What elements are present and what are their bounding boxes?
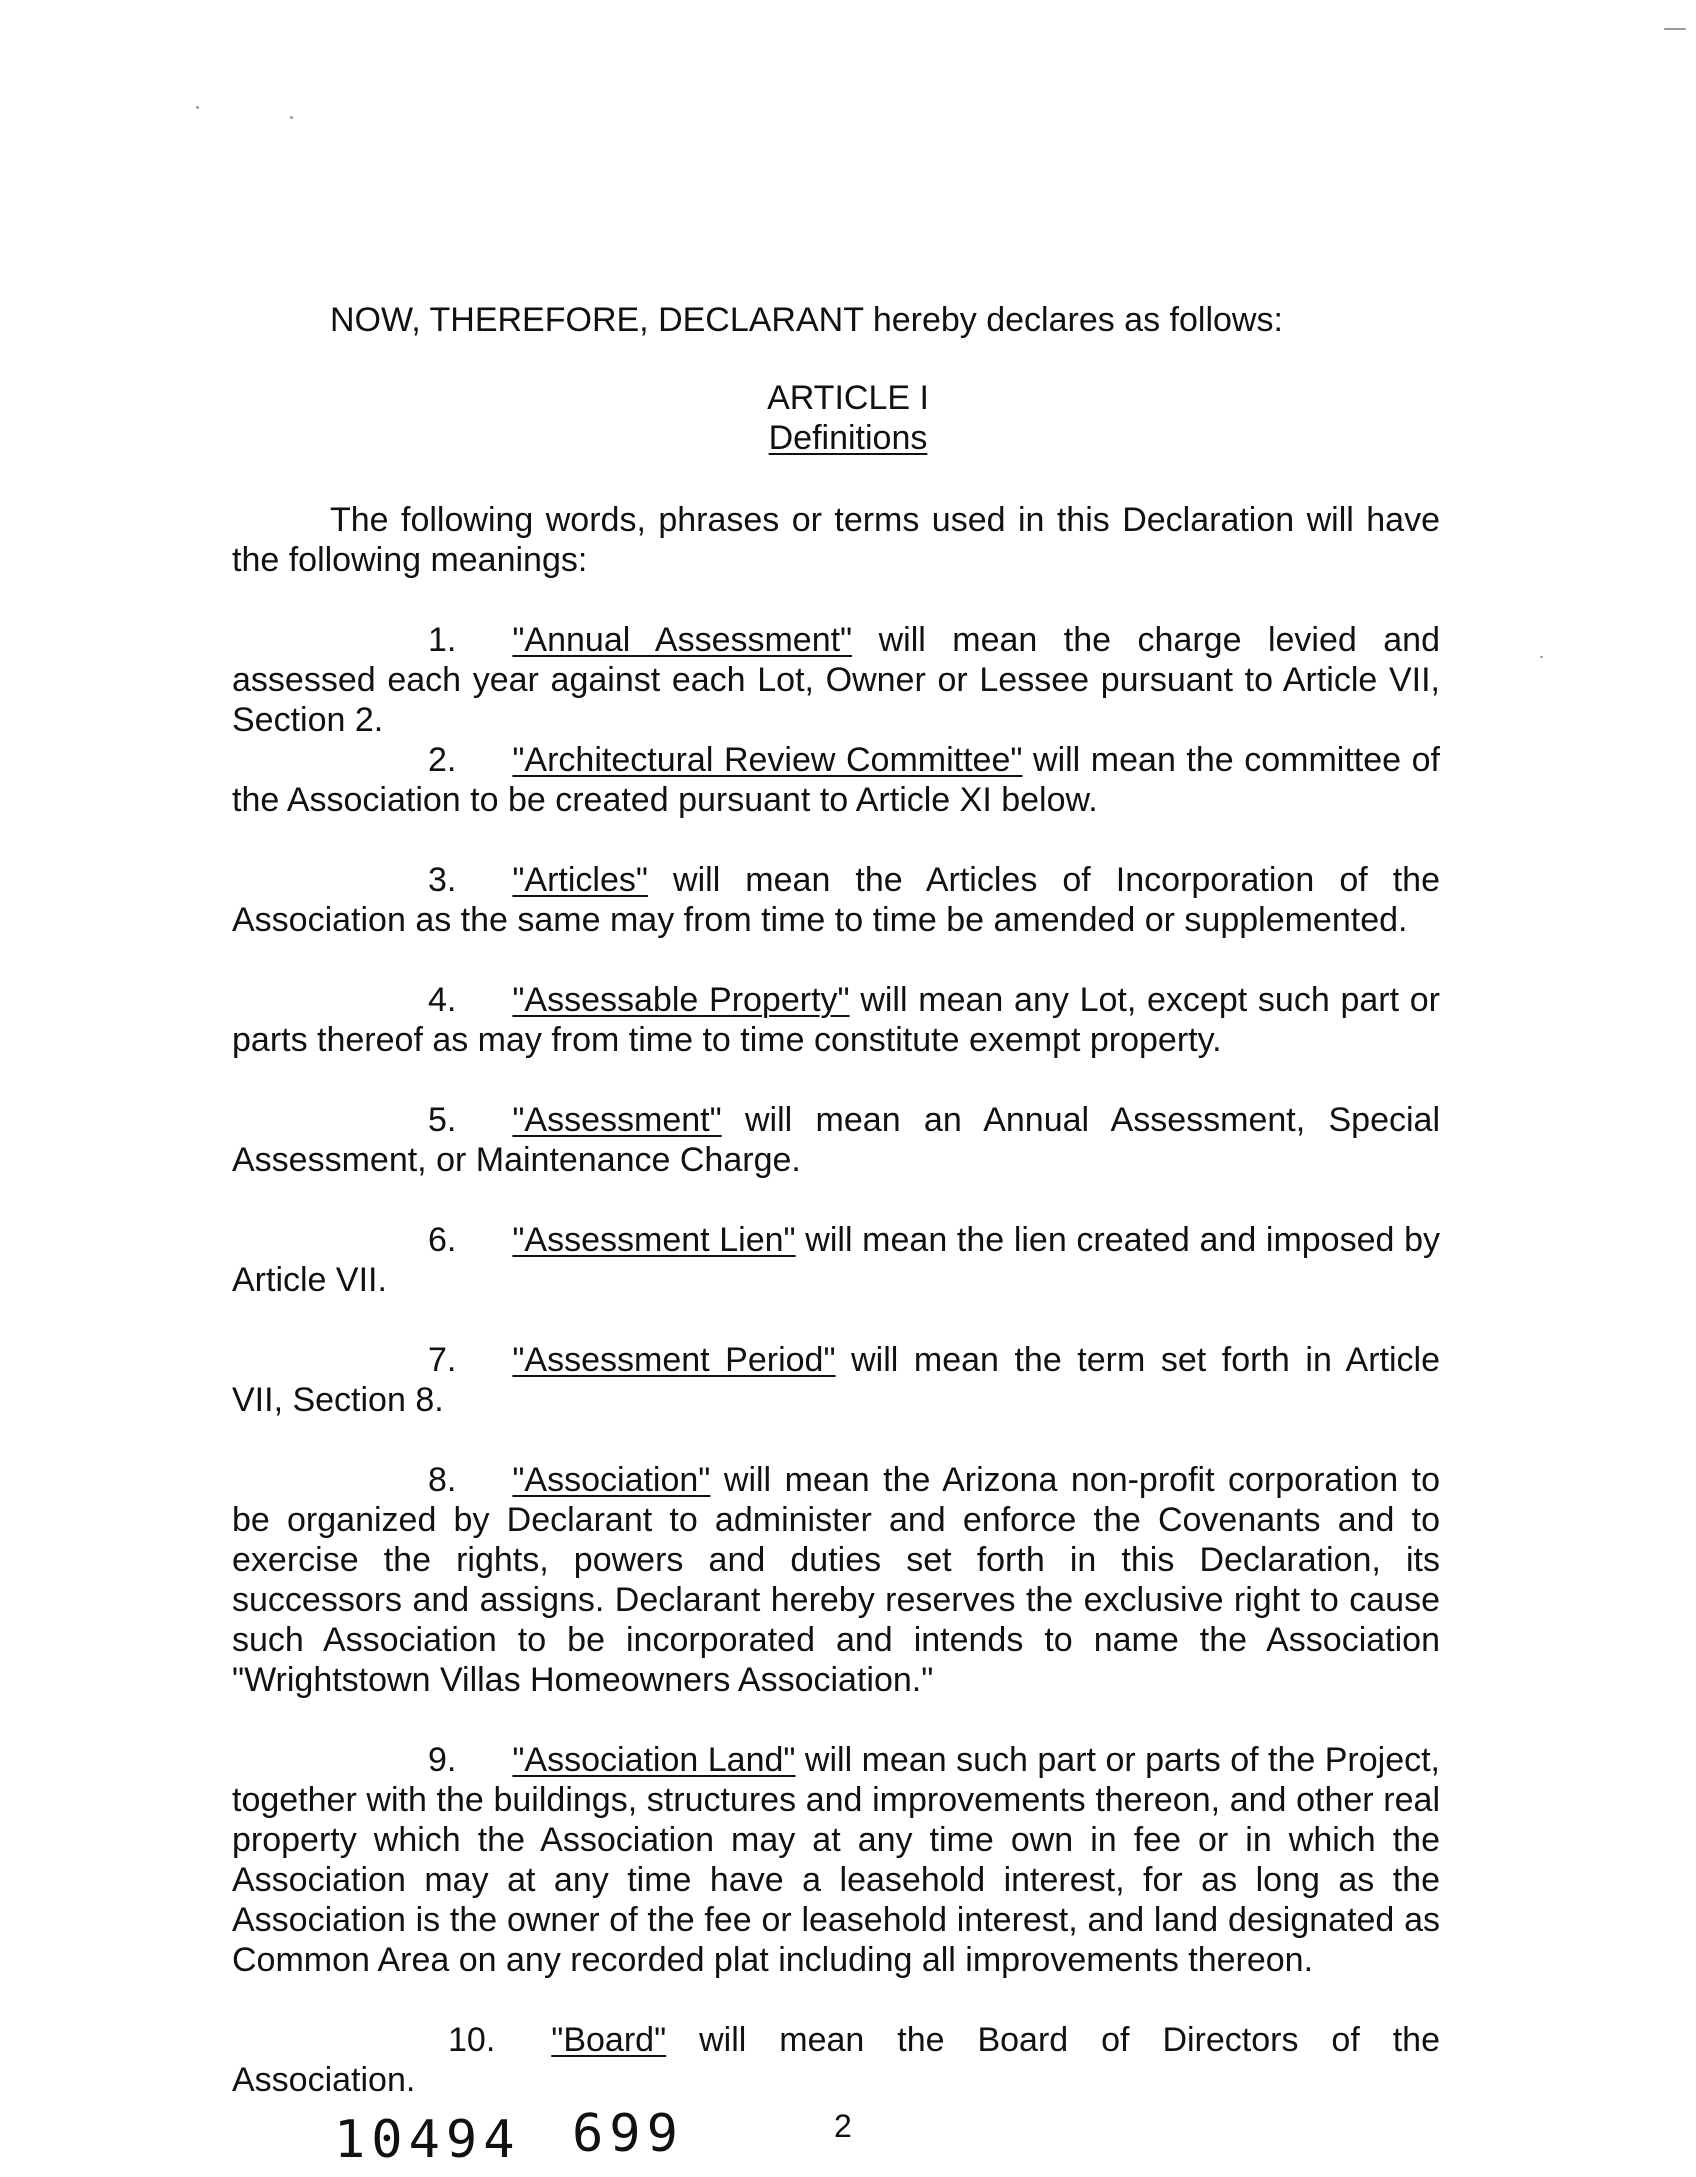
definition-text: will mean the Articles of Incorporation of the Association as the same may from time to time be amended or supplemented. bbox=[232, 861, 1440, 939]
definition-item bbox=[232, 1340, 1440, 1420]
definition-term: "Annual Assessment" bbox=[512, 621, 853, 659]
definition-number: 8. bbox=[428, 1461, 457, 1499]
definition-text: will mean an Annual Assessment, Special Assessment, or Maintenance Charge. bbox=[232, 1101, 1440, 1179]
definition-text: will mean such part or parts of the Project, together with the buildings, structures and improvements thereon, and other real property which the Association may at any time own in fee or in which the Association may at any time have a leasehold interest, for as long as the Association is the owner of the fee or leasehold interest, and land designated as Common Area on any recorded plat including all improvements thereon. bbox=[232, 1741, 1440, 1979]
definition-term: "Articles" bbox=[512, 861, 648, 899]
definition-item bbox=[232, 620, 1440, 740]
definition-text: will mean the lien created and imposed by Article VII. bbox=[232, 1221, 1440, 1299]
definition-term: "Association Land" bbox=[512, 1741, 796, 1779]
definition-text: will mean any Lot, except such part or parts thereof as may from time to time constitute exempt property. bbox=[232, 981, 1440, 1059]
scan-speck bbox=[196, 106, 199, 109]
docket-number: 10494 bbox=[334, 2110, 521, 2170]
intro-statement: NOW, THEREFORE, DECLARANT hereby declares as follows: bbox=[330, 301, 1283, 339]
definition-number: 2. bbox=[428, 741, 457, 779]
definition-text: will mean the committee of the Association to be created pursuant to Article XI below. bbox=[232, 741, 1441, 819]
definition-term: "Architectural Review Committee" bbox=[512, 741, 1023, 779]
definition-term: "Board" bbox=[551, 2021, 667, 2059]
definition-number: 3. bbox=[428, 861, 457, 899]
definition-number: 10. bbox=[448, 2021, 496, 2059]
preamble-text: The following words, phrases or terms used in this Declaration will have the following meanings: bbox=[232, 501, 1440, 579]
definition-item bbox=[232, 1740, 1440, 1980]
definition-term: "Association" bbox=[512, 1461, 711, 1499]
definition-item bbox=[232, 2020, 1440, 2100]
definition-item bbox=[232, 1220, 1440, 1300]
page-reference: 699 bbox=[572, 2104, 684, 2164]
scan-speck bbox=[290, 116, 293, 119]
page-number: 2 bbox=[834, 2108, 852, 2144]
article-subtitle-text: Definitions bbox=[768, 419, 928, 457]
definition-item bbox=[232, 980, 1440, 1060]
definition-number: 6. bbox=[428, 1221, 457, 1259]
scan-speck bbox=[1540, 656, 1543, 658]
definition-term: "Assessment Period" bbox=[512, 1341, 836, 1379]
definition-item bbox=[232, 1100, 1440, 1180]
definition-number: 9. bbox=[428, 1741, 457, 1779]
definition-number: 4. bbox=[428, 981, 457, 1019]
definition-number: 7. bbox=[428, 1341, 457, 1379]
definition-term: "Assessable Property" bbox=[512, 981, 850, 1019]
definition-item bbox=[232, 740, 1440, 820]
definition-text: will mean the Arizona non-profit corporation to be organized by Declarant to administer and enforce the Covenants and to exercise the rights, powers and duties set forth in this Declaration, its successors and assigns. Declarant hereby reserves the exclusive right to cause such Association to be incorporated and intends to name the Association "Wrightstown Villas Homeowners Association." bbox=[232, 1461, 1440, 1699]
definition-number: 1. bbox=[428, 621, 457, 659]
definition-text: will mean the term set forth in Article VII, Section 8. bbox=[232, 1341, 1440, 1419]
definition-text: will mean the Board of Directors of the Association. bbox=[232, 2021, 1440, 2099]
scan-speck bbox=[1664, 28, 1686, 30]
article-title: ARTICLE I bbox=[767, 379, 929, 417]
definition-number: 5. bbox=[428, 1101, 457, 1139]
preamble bbox=[232, 500, 1440, 580]
definition-item bbox=[232, 1460, 1440, 1700]
definition-text: will mean the charge levied and assessed each year against each Lot, Owner or Lessee pursuant to Article VII, Section 2. bbox=[232, 621, 1440, 739]
definition-item bbox=[232, 860, 1440, 940]
definition-term: "Assessment" bbox=[512, 1101, 722, 1139]
article-subtitle bbox=[0, 418, 1696, 458]
definition-term: "Assessment Lien" bbox=[512, 1221, 796, 1259]
